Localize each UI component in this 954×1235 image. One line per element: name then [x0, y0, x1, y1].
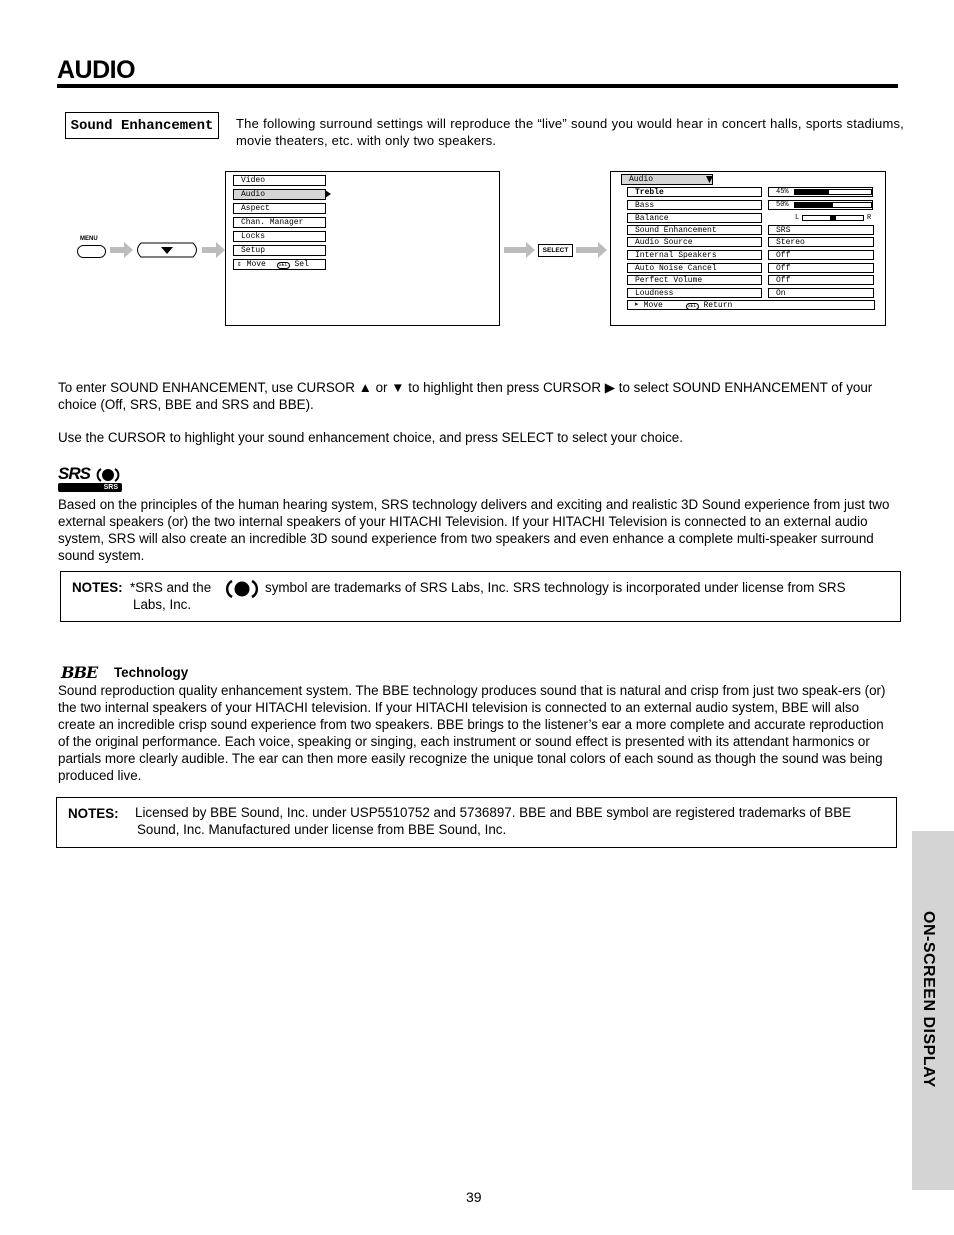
srs-logo [58, 466, 124, 494]
audio-source-value[interactable]: Stereo [768, 237, 874, 247]
menu-item-chan-manager[interactable]: Chan. Manager [233, 217, 326, 228]
menu-item-setup[interactable]: Setup [233, 245, 326, 256]
move-label: Move [246, 260, 266, 269]
arrow-right-icon [110, 241, 134, 259]
up-arrow-icon: ▲ [358, 380, 372, 395]
balance-track [802, 215, 864, 221]
menu-button-label: MENU [80, 236, 98, 242]
srs-logo-text: SRS [58, 464, 90, 483]
audio-item-internal-speakers[interactable]: Internal Speakers [627, 250, 762, 260]
internal-speakers-value[interactable]: Off [768, 250, 874, 260]
bbe-logo: BBE [61, 663, 98, 682]
srs-logo-sub: SRS [58, 483, 122, 492]
section-side-tab-label: ON-SCREEN DISPLAY [920, 911, 937, 1088]
page-number: 39 [466, 1189, 482, 1205]
return-label: Return [703, 301, 733, 310]
audio-item-treble[interactable]: Treble [627, 187, 762, 197]
bass-value: 50% [776, 201, 789, 209]
balance-slider[interactable] [768, 213, 873, 223]
move-icon: ➤ [634, 301, 639, 310]
treble-track [794, 189, 872, 195]
srs-symbol-icon [223, 579, 261, 599]
arrow-right-icon [504, 241, 536, 259]
sound-enhancement-value[interactable]: SRS [768, 225, 874, 235]
srs-notes-text-a: *SRS and the [130, 580, 212, 595]
audio-item-perfect-volume[interactable]: Perfect Volume [627, 275, 762, 285]
srs-notes-text-c: Labs, Inc. [133, 597, 192, 612]
bass-slider[interactable] [768, 200, 873, 210]
treble-fill [795, 190, 829, 194]
srs-description: Based on the principles of the human hearing system, SRS technology delivers and exciting and realistic 3D Sound experience from just two external speakers (or) the two internal speakers of your HITACHI Television. If your HITACHI Television is connected to an external audio system, SRS will also create an incredible 3D sound experience from two speakers and even enhance a complete multi-speaker surround sound system. [58, 497, 890, 563]
menu-footer [233, 259, 326, 270]
loudness-value[interactable]: On [768, 288, 874, 298]
perfect-volume-value[interactable]: Off [768, 275, 874, 285]
menu-item-audio[interactable]: Audio [233, 189, 326, 200]
balance-marker [830, 216, 836, 220]
menu-item-aspect[interactable]: Aspect [233, 203, 326, 214]
select-button[interactable]: SELECT [538, 244, 573, 257]
srs-notes-label: NOTES: [72, 580, 123, 595]
srs-circle-icon [94, 467, 122, 483]
right-arrow-icon: ▶ [604, 380, 616, 395]
audio-item-loudness[interactable]: Loudness [627, 288, 762, 298]
srs-notes-box [60, 571, 901, 622]
selected-pointer-icon [324, 189, 332, 199]
bass-fill [795, 203, 833, 207]
audio-item-audio-source[interactable]: Audio Source [627, 237, 762, 247]
menu-item-video[interactable]: Video [233, 175, 326, 186]
sel-icon: SEL [687, 303, 697, 309]
treble-slider[interactable] [768, 187, 873, 197]
section-side-tab [912, 831, 954, 1190]
sound-enhancement-label: Sound Enhancement [65, 112, 219, 139]
bbe-heading: Technology [114, 665, 189, 680]
srs-notes-text-b: symbol are trademarks of SRS Labs, Inc. SRS technology is incorporated under license from SRS [265, 580, 846, 595]
balance-left-label: L [795, 214, 800, 222]
audio-item-sound-enhancement[interactable]: Sound Enhancement [627, 225, 762, 235]
cursor-down-button[interactable] [133, 242, 201, 258]
audio-menu-title: Audio [621, 174, 713, 185]
audio-item-auto-noise-cancel[interactable]: Auto Noise Cancel [627, 263, 762, 273]
bbe-notes-label: NOTES: [68, 806, 119, 821]
balance-right-label: R [867, 214, 872, 222]
instructions-paragraph-1: To enter SOUND ENHANCEMENT, use CURSOR ▲ or ▼ to highlight then press CURSOR ▶ to select SOUND ENHANCEMENT of your choice (Off, SRS, BBE and SRS and BBE). [58, 380, 873, 412]
arrow-right-icon [202, 241, 226, 259]
title-rule [57, 84, 898, 88]
down-arrow-icon: ▼ [391, 380, 405, 395]
treble-value: 45% [776, 188, 789, 196]
bbe-notes-box [56, 797, 897, 848]
sel-icon: SEL [278, 262, 288, 268]
main-menu-screen [225, 171, 500, 326]
move-label: Move [643, 301, 663, 310]
menu-button[interactable] [77, 245, 106, 258]
audio-item-balance[interactable]: Balance [627, 213, 762, 223]
move-icon: ⇕ [237, 260, 242, 269]
page-title: AUDIO [57, 56, 136, 84]
bbe-notes-text-a: Licensed by BBE Sound, Inc. under USP5510752 and 5736897. BBE and BBE symbol are registered trademarks of BBE [135, 805, 852, 820]
bbe-notes-text-b: Sound, Inc. Manufactured under license from BBE Sound, Inc. [137, 822, 507, 837]
bass-track [794, 202, 872, 208]
sel-label: Sel [294, 260, 309, 269]
down-pointer-icon [705, 175, 714, 184]
audio-menu-footer [627, 300, 875, 310]
audio-item-bass[interactable]: Bass [627, 200, 762, 210]
auto-noise-cancel-value[interactable]: Off [768, 263, 874, 273]
arrow-right-icon [576, 241, 608, 259]
audio-menu-screen [610, 171, 886, 326]
bbe-description: Sound reproduction quality enhancement system. The BBE technology produces sound that is natural and crisp from just two speak-ers (or) the two internal speakers of your HITACHI television. If your HITACHI television is connected to an external audio system, BBE will also create an incredible crisp sound experience from two speakers. BBE brings to the listener’s ear a more complete and accurate reproduction of the original performance. Each voice, speaking or singing, each instrument or sound effect is presented with its attendant harmonics or partials more clearly audible. The ear can then more easily recognize the unique tonal colors of each sound as though the sound was being produced live. [58, 683, 886, 783]
instructions-paragraph-2: Use the CURSOR to highlight your sound enhancement choice, and press SELECT to select your choice. [58, 430, 683, 445]
menu-item-locks[interactable]: Locks [233, 231, 326, 242]
intro-text: The following surround settings will reproduce the “live” sound you would hear in concert halls, sports stadiums, movie theaters, etc. with only two speakers. [236, 116, 904, 148]
